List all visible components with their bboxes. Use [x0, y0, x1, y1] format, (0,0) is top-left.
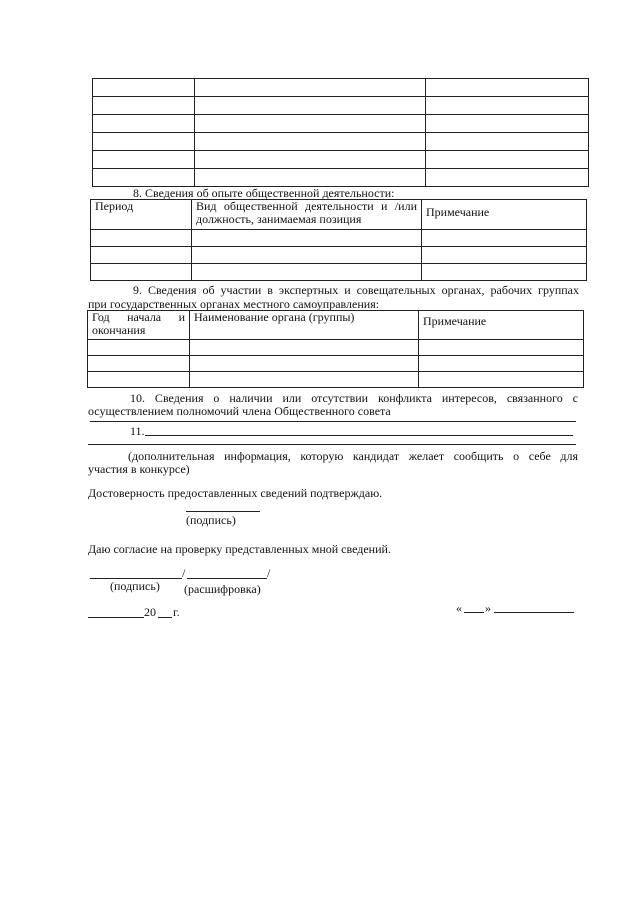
confirm-signature-line [186, 511, 260, 512]
section8-table [90, 199, 587, 281]
table-cell [419, 356, 584, 372]
table-cell [93, 133, 195, 151]
table-cell [93, 115, 195, 133]
col-activity: Вид общественной деятельности и /или должность, занимаемая позиция [192, 200, 422, 230]
consent-slash-end: / [267, 566, 271, 580]
table-cell [88, 356, 190, 372]
table-cell [93, 97, 195, 115]
section11-answer-line-2 [88, 444, 576, 445]
table-cell [190, 356, 419, 372]
table-cell [426, 151, 589, 169]
section9-heading-line1: 9. Сведения об участии в экспертных и совещательных органах, рабочих группах [133, 283, 579, 297]
table-cell [426, 115, 589, 133]
date-right-close-quote: » [485, 601, 491, 615]
table-cell [422, 230, 587, 247]
table-cell [88, 372, 190, 388]
table-cell [91, 230, 192, 247]
table-cell [426, 133, 589, 151]
section11-hint-line2: участия в конкурсе) [88, 462, 190, 476]
table-cell [422, 247, 587, 264]
table-cell [192, 264, 422, 281]
table-cell [426, 169, 589, 187]
table-cell [419, 372, 584, 388]
consent-text: Даю согласие на проверку представленных мной сведений. [88, 542, 391, 556]
section10-line1: 10. Сведения о наличии или отсутствии конфликта интересов, связанного с [130, 391, 578, 405]
consent-signature-label: (подпись) [110, 579, 160, 593]
table-cell [93, 79, 195, 97]
table-cell [192, 230, 422, 247]
table-cell [195, 133, 426, 151]
date-year-prefix: 20 [144, 605, 156, 619]
col-note: Примечание [422, 200, 587, 230]
table-cell [195, 97, 426, 115]
table-cell [426, 97, 589, 115]
table-cell [422, 264, 587, 281]
confirm-signature-label: (подпись) [186, 513, 236, 527]
table-cell [195, 79, 426, 97]
col-years: Год начала и окончания [88, 311, 190, 340]
table-cell [419, 340, 584, 356]
section10-line2: осуществлением полномочий члена Общественного совета [88, 404, 391, 418]
section9-table [87, 310, 584, 388]
consent-slash: / [182, 566, 186, 580]
table-cell [93, 169, 195, 187]
table-cell [93, 151, 195, 169]
table-cell [195, 169, 426, 187]
table-cell [426, 79, 589, 97]
date-right-month-line [494, 612, 574, 613]
table-cell [195, 115, 426, 133]
table-cell [91, 247, 192, 264]
date-right-open-quote: « [456, 601, 462, 615]
section10-answer-line [90, 421, 576, 422]
section9-heading-line2: при государственных органах местного самоуправления: [88, 297, 380, 311]
col-period: Период [91, 200, 192, 230]
table-cell [91, 264, 192, 281]
col-note: Примечание [419, 311, 584, 340]
date-right-day-line [464, 612, 484, 613]
table-cell [192, 247, 422, 264]
consent-decode-label: (расшифровка) [184, 582, 261, 596]
table-cell [190, 340, 419, 356]
section8-heading: 8. Сведения об опыте общественной деятельности: [133, 186, 395, 200]
date-year-line [158, 617, 172, 618]
section11-hint-line1: (дополнительная информация, которую кандидат желает сообщить о себе для [128, 449, 578, 463]
table-cell [190, 372, 419, 388]
table-cell [195, 151, 426, 169]
previous-section-table [92, 78, 589, 187]
date-day-line [88, 617, 144, 618]
section11-answer-line [145, 435, 573, 436]
table-cell [88, 340, 190, 356]
date-year-suffix: г. [173, 605, 180, 619]
section11-number: 11. [130, 424, 145, 438]
confirm-text: Достоверность предоставленных сведений подтверждаю. [88, 486, 383, 500]
col-body: Наименование органа (группы) [190, 311, 419, 340]
consent-decode-line [187, 578, 267, 579]
